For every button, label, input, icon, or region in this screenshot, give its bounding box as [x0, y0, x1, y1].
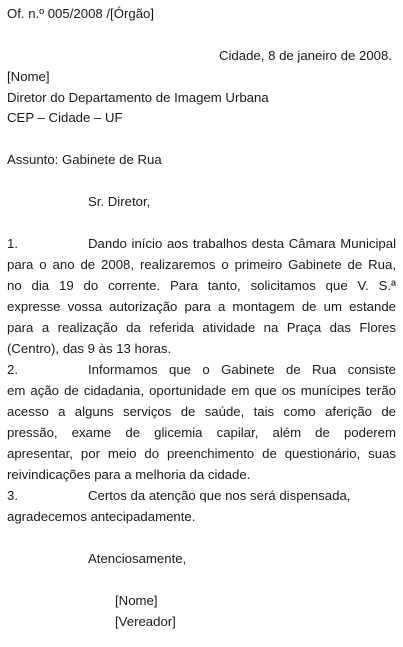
closing: Atenciosamente,: [88, 551, 187, 566]
recipient-name: [Nome]: [7, 69, 50, 84]
paragraph-2-line-2: em ação de cidadania, oportunidade em que os munícipes terão: [7, 383, 396, 398]
document-reference: Of. n.º 005/2008 /[Órgão]: [7, 6, 155, 21]
paragraph-1-line-3: no dia 19 do corrente. Para tanto, solicitamos que V. S.ª: [7, 278, 396, 293]
paragraph-2-line-5: apresentar, por meio do preenchimento de questionário, suas: [7, 446, 396, 461]
recipient-title: Diretor do Departamento de Imagem Urbana: [7, 90, 269, 105]
paragraph-1-line-1: Dando início aos trabalhos desta Câmara Municipal: [88, 236, 396, 251]
paragraph-2-number: 2.: [7, 362, 18, 377]
paragraph-2-line-4: pressão, exame de glicemia capilar, além de poderem: [7, 425, 396, 440]
signature-role: [Vereador]: [115, 614, 176, 629]
paragraph-3-line-2: agradecemos antecipadamente.: [7, 509, 196, 524]
paragraph-1-line-4: expresse vossa autorização para a montagem de um estande: [7, 299, 396, 314]
paragraph-2-line-6: reivindicações para a melhoria da cidade.: [7, 467, 251, 482]
paragraph-2-line-1: Informamos que o Gabinete de Rua consiste: [88, 362, 396, 377]
paragraph-1-line-5: para a realização da referida atividade na Praça das Flores: [7, 320, 396, 335]
signature-name: [Nome]: [115, 593, 158, 608]
paragraph-3-line-1: Certos da atenção que nos será dispensada,: [88, 488, 351, 503]
recipient-address: CEP – Cidade – UF: [7, 110, 123, 125]
paragraph-1-line-2: para o ano de 2008, realizaremos o primeiro Gabinete de Rua,: [7, 257, 396, 272]
subject-line: Assunto: Gabinete de Rua: [7, 152, 162, 167]
paragraph-1-line-6: (Centro), das 9 às 13 horas.: [7, 341, 172, 356]
salutation: Sr. Diretor,: [88, 194, 151, 209]
place-date: Cidade, 8 de janeiro de 2008.: [218, 48, 392, 63]
paragraph-3-number: 3.: [7, 488, 18, 503]
paragraph-2-line-3: acesso a alguns serviços de saúde, tais como aferição de: [7, 404, 396, 419]
paragraph-1-number: 1.: [7, 236, 18, 251]
